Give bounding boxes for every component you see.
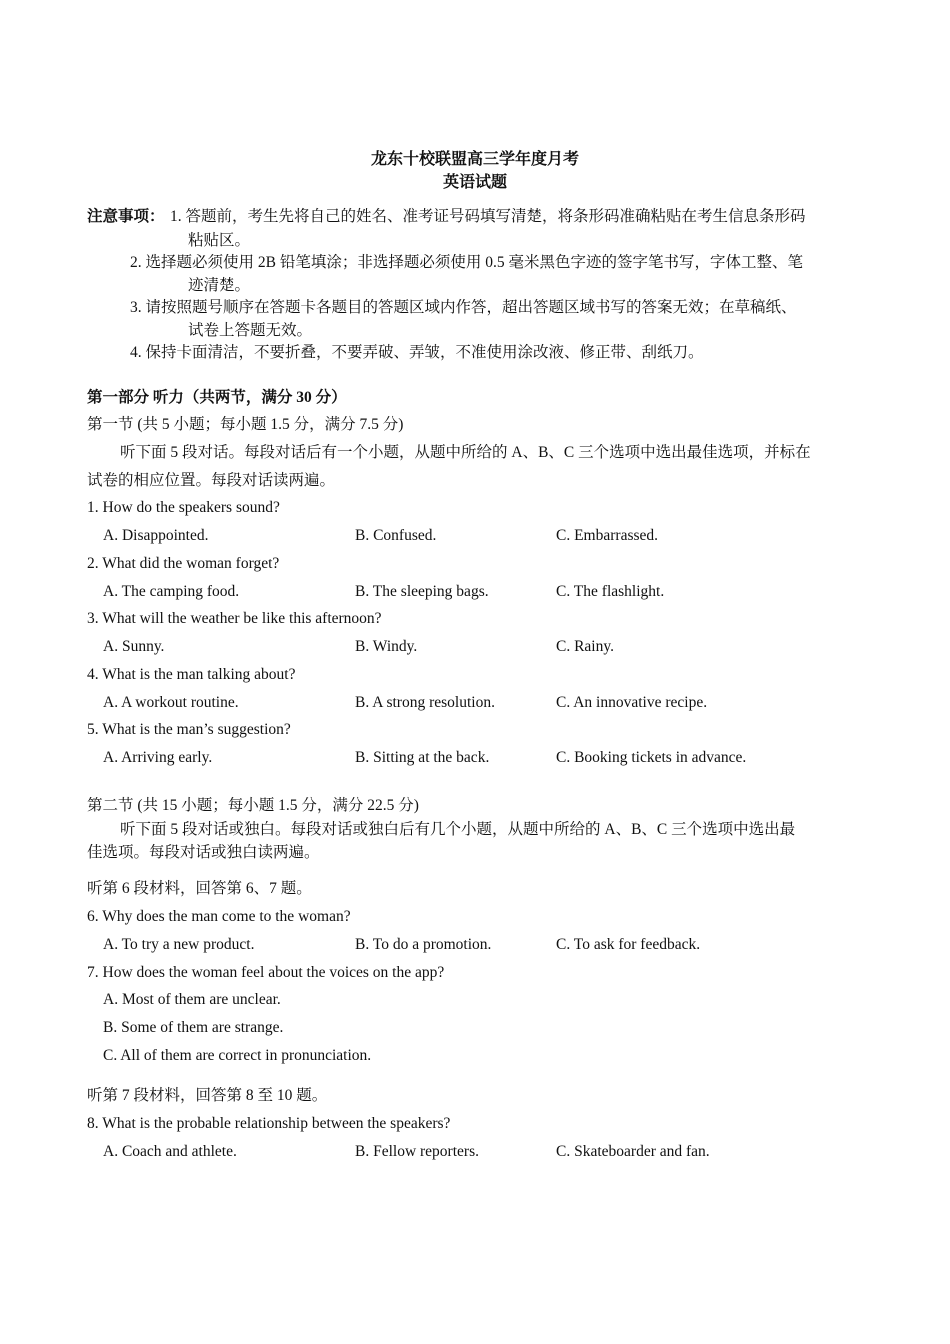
question-4-option-a: A. A workout routine. xyxy=(103,694,239,711)
question-6-option-b: B. To do a promotion. xyxy=(355,936,492,953)
question-8-stem: 8. What is the probable relationship between the speakers? xyxy=(87,1115,451,1132)
question-5-stem: 5. What is the man’s suggestion? xyxy=(87,721,291,738)
question-5-option-b: B. Sitting at the back. xyxy=(355,749,490,766)
notice-heading: 注意事项： xyxy=(87,208,165,225)
section1-instruction: 听下面 5 段对话。每段对话后有一个小题，从题中所给的 A、B、C 三个选项中选出最佳选项，并标在 xyxy=(120,444,811,461)
question-7-option-b: B. Some of them are strange. xyxy=(103,1019,284,1036)
section1-heading: 第一节 (共 5 小题；每小题 1.5 分，满分 7.5 分) xyxy=(87,416,404,433)
question-2-stem: 2. What did the woman forget? xyxy=(87,555,280,572)
question-6-option-a: A. To try a new product. xyxy=(103,936,255,953)
exam-subtitle: 英语试题 xyxy=(442,174,507,191)
question-2-option-c: C. The flashlight. xyxy=(556,583,665,600)
question-2-option-a: A. The camping food. xyxy=(103,583,240,600)
question-4-stem: 4. What is the man talking about? xyxy=(87,666,296,683)
question-5-option-a: A. Arriving early. xyxy=(103,749,213,766)
question-4-option-b: B. A strong resolution. xyxy=(355,694,495,711)
question-4-option-c: C. An innovative recipe. xyxy=(556,694,708,711)
material-6-heading: 听第 6 段材料，回答第 6、7 题。 xyxy=(87,880,312,897)
question-7-option-c: C. All of them are correct in pronunciation. xyxy=(103,1047,372,1064)
notice-item-2: 2. 选择题必须使用 2B 铅笔填涂；非选择题必须使用 0.5 毫米黑色字迹的签字笔书写，字体工整、笔 xyxy=(130,254,803,271)
part1-heading: 第一部分 听力（共两节，满分 30 分） xyxy=(87,389,347,406)
question-8-option-b: B. Fellow reporters. xyxy=(355,1143,479,1160)
notice-item-1-cont: 粘贴区。 xyxy=(188,232,251,249)
question-1-stem: 1. How do the speakers sound? xyxy=(87,499,280,516)
question-2-option-b: B. The sleeping bags. xyxy=(355,583,489,600)
section2-heading: 第二节 (共 15 小题；每小题 1.5 分，满分 22.5 分) xyxy=(87,797,419,814)
section1-instruction-cont: 试卷的相应位置。每段对话读两遍。 xyxy=(87,472,336,489)
question-3-option-a: A. Sunny. xyxy=(103,638,165,655)
question-8-option-c: C. Skateboarder and fan. xyxy=(556,1143,710,1160)
material-7-heading: 听第 7 段材料，回答第 8 至 10 题。 xyxy=(87,1087,328,1104)
question-3-stem: 3. What will the weather be like this afternoon? xyxy=(87,610,382,627)
question-3-option-c: C. Rainy. xyxy=(556,638,614,655)
question-6-option-c: C. To ask for feedback. xyxy=(556,936,701,953)
question-3-option-b: B. Windy. xyxy=(355,638,418,655)
section2-instruction: 听下面 5 段对话或独白。每段对话或独白后有几个小题，从题中所给的 A、B、C 三个选项中选出最 xyxy=(120,821,796,838)
notice-item-3-cont: 试卷上答题无效。 xyxy=(188,322,313,339)
question-1-option-c: C. Embarrassed. xyxy=(556,527,659,544)
question-5-option-c: C. Booking tickets in advance. xyxy=(556,749,747,766)
exam-title: 龙东十校联盟高三学年度月考 xyxy=(370,151,579,168)
question-8-option-a: A. Coach and athlete. xyxy=(103,1143,237,1160)
notice-item-2-cont: 迹清楚。 xyxy=(188,277,251,294)
section2-instruction-cont: 佳选项。每段对话或独白读两遍。 xyxy=(87,844,320,861)
question-7-option-a: A. Most of them are unclear. xyxy=(103,991,281,1008)
notice-item-4: 4. 保持卡面清洁，不要折叠，不要弄破、弄皱，不准使用涂改液、修正带、刮纸刀。 xyxy=(130,344,704,361)
notice-item-3: 3. 请按照题号顺序在答题卡各题目的答题区域内作答，超出答题区域书写的答案无效；在草稿纸、 xyxy=(130,299,797,316)
question-6-stem: 6. Why does the man come to the woman? xyxy=(87,908,351,925)
question-1-option-b: B. Confused. xyxy=(355,527,437,544)
question-7-stem: 7. How does the woman feel about the voices on the app? xyxy=(87,964,445,981)
notice-item-1: 1. 答题前，考生先将自己的姓名、准考证号码填写清楚，将条形码准确粘贴在考生信息条形码 xyxy=(170,208,806,225)
question-1-option-a: A. Disappointed. xyxy=(103,527,209,544)
